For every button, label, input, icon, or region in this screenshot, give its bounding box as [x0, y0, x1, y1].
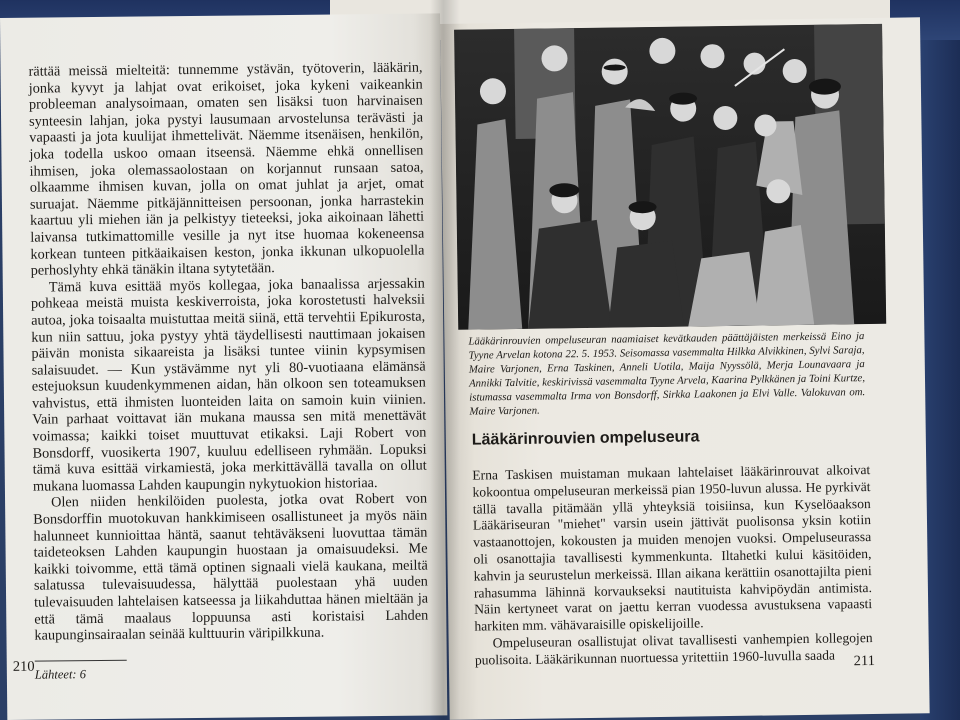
right-page: [440, 17, 930, 720]
right-page-body: [472, 462, 876, 670]
page-number-right: 211: [853, 652, 876, 670]
left-page-body: [28, 60, 428, 645]
paragraph: rättää meissä mielteitä: tunnemme ystävän, työtoverin, lääkärin, jonka kyvyt ja lahjat ovat erikoiset, joka kykeni vaikeankin probleeman analysoimaan, omaten sen lisäksi tuon harvinaisen synteesin lahjan, joka pystyi lausumaan arvostelunsa terävästi ja vapaasti ja jota kuulijat ihmettelivät. Näemme itsenäisen, henkilön, joka todella uskoo omaan itseensä. Näemme ehkä onnellisen ihmisen, joka olemassaolostaan on korjannut runsaan satoa, olkaamme ihmisen kuvan, jolla on omat juhlat ja arjet, omat suruajat. Näemme pitkäjännitteisen persoonan, jonka harrastekin kaartuu yli miehen iän ja pelkistyy tieteeksi, joka aikoinaan lähetti laivansa tutkimattomille vesille ja nyt itse huomaa kokeneensa korkean tunteen pitkäaikaisen keston, jonka ikkunan ulkopuolella perhoslyhty ehkä tänäkin iltana sytytetään.: [28, 59, 425, 279]
footnote-divider: [35, 659, 127, 661]
left-page: [0, 13, 447, 720]
paragraph: Ompeluseuran osallistujat olivat tavallisesti vanhempien kollegojen puolisoita. Lääkärikunnan nuortuessa yritettiin 1960-luvulla saada: [474, 629, 873, 668]
section-heading: Lääkärinrouvien ompeluseura: [471, 428, 700, 449]
paragraph: Erna Taskisen muistaman mukaan lahtelaiset lääkärinrouvat alkoivat kokoontua ompeluseuran merkeissä pian 1950-luvun alussa. He pyrkivät tällä tavalla pitämään yllä yhteyksiä toisiinsa, kun Kyselöaakson Lääkäriseuran "miehet" varsin usein jättivät puolisonsa yksin kotiin vastaanottojen, kokousten ja muiden menojen vuoksi. Ompeluseurassa oli osanottajia tavallisesti kymmenkunta. Iltahetki kului käsitöiden, kahvin ja seurustelun merkeissä. Illan aikana kerättiin osanottajilta pieni rahasumma lähinnä korvaukseksi nautituista kahvipöydän antimista. Näin kertyneet varat on jaettu kerran vuodessa avustuksena vapaasti harkiten mm. vähävaraisille opiskelijoille.: [472, 462, 873, 634]
footnote: Lähteet: 6: [34, 666, 86, 682]
photo-caption: Lääkärinrouvien ompeluseuran naamiaiset kevätkauden päättäjäisten merkeissä Eino ja Tyyne Arvelan kotona 22. 5. 1953. Seisomassa vasemmalta Hilkka Alvikkinen, Sylvi Saraja, Maire Varjonen, Erna Taskinen, Anneli Uotila, Maija Nyyssölä, Merja Lounavaara ja Annikki Talvitie, keskirivissä vasemmalta Tyyne Arvela, Kaarina Pylkkänen ja Toini Kurtze, istumassa vasemmalta Irma von Bonsdorff, Sirkka Laakonen ja Elvi Valle. Valokuvan om. Maire Varjonen.: [468, 330, 866, 418]
book-gutter: [430, 0, 460, 720]
group-photo: [454, 24, 886, 330]
paragraph: Olen niiden henkilöiden puolesta, jotka ovat Robert von Bonsdorffin muotokuvan hankkimiseen osallistuneet ja myös näin halunneet kunnioittaa häntä, saanut tehtäväkseni luovuttaa tämän taideteoksen Lahden kaupungin huostaan ja omaisuudeksi. Me kaikki toivomme, että tämä optinen signaali vielä kaukana, meiltä salatussa tulevaisuudessa, hälyttää puolestaan yhä uuden tulevaisuuden lahtelaisen katseessa ja liikahduttaa hänen mieltään ja että tämä maalaus loppuunsa asti koristaisi Lahden kaupunginsairaalan seinää kulttuurin väripilkkuna.: [33, 490, 429, 644]
group-photo-image: [454, 24, 886, 330]
page-number-left: 210: [12, 658, 35, 675]
paragraph: Tämä kuva esittää myös kollegaa, joka banaalissa arjessakin pohkeaa meistä muista keskiverroista, joka korostetusti halveksii autoa, joka toisaalta muistuttaa meitä siinä, että tervehtii Epikurosta, kun niin sattuu, joka pystyy yhtä täydellisesti nauttimaan jokaisen päivän monista sikaareista ja lisäksi tuntee viinin kypsymisen salaisuudet. — Kun ystävämme nyt yli 80-vuotiaana elämänsä estejuoksun kuudenkymmenen aidan, hän olkoon sen toteamuksen vahvistus, että ihmisten luonteiden laita on samoin kuin viinien. Vain parhaat voittavat iän mukana maussa sen mitä menettävät voimassa; kaikki toiset muuttuvat etikaksi. Laji Robert von Bonsdorff, vuosikerta 1907, kuuluu edelliseen ryhmään. Lopuksi tämä kuva esittää virkamiestä, joka merkittävällä tavalla on ollut mukana luomassa Lahden kaupungin nykytuokion historiaa.: [30, 275, 427, 495]
